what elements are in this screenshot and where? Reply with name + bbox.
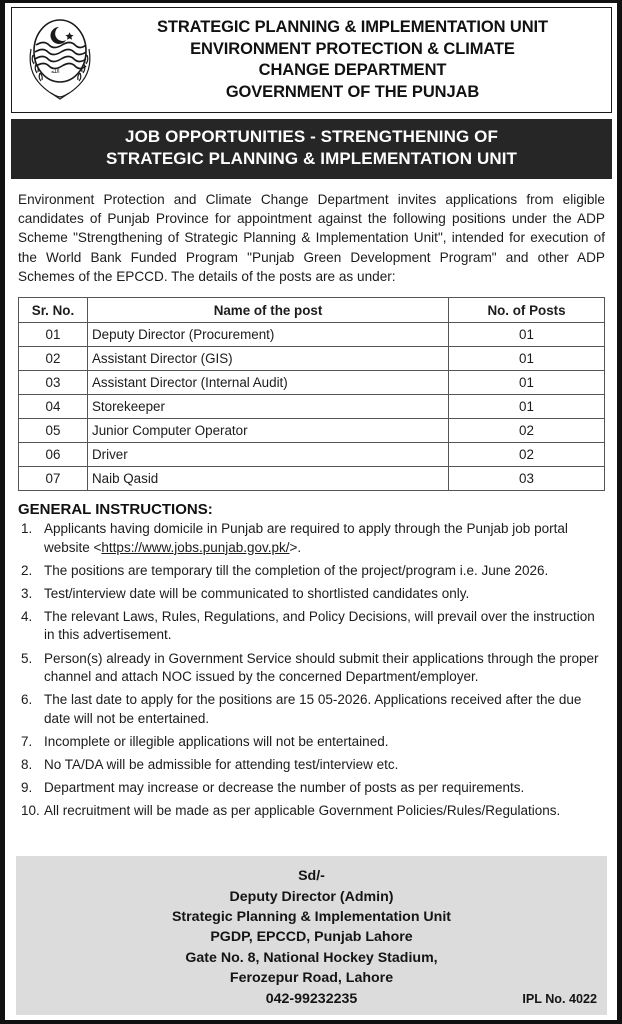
table-row xyxy=(19,443,605,467)
table-header-row xyxy=(19,298,605,323)
cell-sr-no: 01 xyxy=(19,323,88,347)
table-row xyxy=(19,347,605,371)
cell-sr-no: 07 xyxy=(19,467,88,491)
footer-phone-number: 042-99232235 xyxy=(265,990,358,1007)
table-row xyxy=(19,419,605,443)
cell-no-of-posts: 01 xyxy=(449,323,605,347)
header-title-block xyxy=(106,17,605,103)
cell-no-of-posts: 01 xyxy=(449,347,605,371)
instruction-text xyxy=(44,520,605,557)
footer-line-sd: Sd/- xyxy=(298,868,325,885)
general-instructions-list xyxy=(18,520,605,821)
instruction-item xyxy=(18,756,605,775)
footer-last-line xyxy=(26,989,597,1009)
instruction-item xyxy=(18,691,605,728)
column-header-post-name: Name of the post xyxy=(88,298,449,323)
instruction-number: 3. xyxy=(21,585,33,601)
table-row xyxy=(19,395,605,419)
job-opportunities-banner xyxy=(11,119,612,179)
instruction-text: Department may increase or decrease the number of posts as per requirements. xyxy=(44,780,525,796)
instruction-number: 7. xyxy=(21,733,33,749)
footer-line-designation: Deputy Director (Admin) xyxy=(229,888,394,905)
instruction-item xyxy=(18,802,605,821)
header-title-line-1: STRATEGIC PLANNING & IMPLEMENTATION UNIT xyxy=(156,18,549,36)
cell-sr-no: 06 xyxy=(19,443,88,467)
instruction-number: 1. xyxy=(21,521,33,537)
footer-line-address-1: Gate No. 8, National Hockey Stadium, xyxy=(185,949,438,966)
footer-line-unit: Strategic Planning & Implementation Unit xyxy=(171,908,452,925)
signature-footer xyxy=(16,856,607,1015)
cell-sr-no: 03 xyxy=(19,371,88,395)
instruction-number: 8. xyxy=(21,757,33,773)
general-instructions-heading: GENERAL INSTRUCTIONS: xyxy=(18,501,213,519)
instruction-item xyxy=(18,585,605,604)
instruction-text: All recruitment will be made as per applicable Government Policies/Rules/Regulations. xyxy=(44,803,561,819)
posts-table xyxy=(18,297,605,491)
intro-paragraph: Environment Protection and Climate Change Department invites applications from eligible candidates of Punjab Province for appointment against the following positions under the ADP Scheme "Strengthening of Strategic Planning & Implementation Unit", intended for execution of the World Bank Funded Program "Punjab Green Development Program" and other ADP Schemes of the EPCCD. The details of the posts are as under: xyxy=(18,192,605,284)
instruction-text: Person(s) already in Government Service should submit their applications through the proper channel and attach NOC issued by the concerned Department/employer. xyxy=(44,650,599,685)
instruction-text-post: >. xyxy=(289,539,302,555)
instruction-item xyxy=(18,562,605,581)
cell-no-of-posts: 03 xyxy=(449,467,605,491)
document-header xyxy=(11,7,612,113)
ipl-number: IPL No. 4022 xyxy=(522,991,597,1006)
svg-text:الله: الله xyxy=(51,69,60,75)
instruction-text: No TA/DA will be admissible for attending test/interview etc. xyxy=(44,757,399,773)
instruction-number: 4. xyxy=(21,608,33,624)
instruction-text: The relevant Laws, Rules, Regulations, and Policy Decisions, will prevail over the instruction in this advertisement. xyxy=(44,608,595,643)
instruction-text: Incomplete or illegible applications will not be entertained. xyxy=(44,733,389,749)
punjab-jobs-portal-link[interactable]: https://www.jobs.punjab.gov.pk/ xyxy=(101,539,290,555)
instruction-number: 2. xyxy=(21,562,33,578)
banner-line-2: STRATEGIC PLANNING & IMPLEMENTATION UNIT xyxy=(105,149,518,168)
cell-no-of-posts: 01 xyxy=(449,395,605,419)
cell-sr-no: 05 xyxy=(19,419,88,443)
footer-line-address-2: Ferozepur Road, Lahore xyxy=(229,970,394,987)
instruction-item xyxy=(18,733,605,752)
cell-no-of-posts: 02 xyxy=(449,419,605,443)
instruction-item xyxy=(18,779,605,798)
table-row xyxy=(19,467,605,491)
cell-post-name: Naib Qasid xyxy=(88,467,449,491)
banner-line-1: JOB OPPORTUNITIES - STRENGTHENING OF xyxy=(125,127,498,146)
instruction-item xyxy=(18,650,605,687)
cell-post-name: Storekeeper xyxy=(88,395,449,419)
cell-post-name: Driver xyxy=(88,443,449,467)
cell-post-name: Deputy Director (Procurement) xyxy=(88,323,449,347)
punjab-government-emblem-icon xyxy=(14,15,106,105)
cell-post-name: Junior Computer Operator xyxy=(88,419,449,443)
footer-line-office: PGDP, EPCCD, Punjab Lahore xyxy=(210,929,413,946)
cell-no-of-posts: 01 xyxy=(449,371,605,395)
instruction-item xyxy=(18,608,605,645)
cell-sr-no: 04 xyxy=(19,395,88,419)
column-header-sr-no: Sr. No. xyxy=(19,298,88,323)
cell-post-name: Assistant Director (Internal Audit) xyxy=(88,371,449,395)
instruction-text: The last date to apply for the positions are 15 05-2026. Applications received after the due date will not be entertained. xyxy=(44,692,582,726)
table-row xyxy=(19,371,605,395)
instruction-number: 6. xyxy=(21,692,33,708)
header-title-line-3: CHANGE DEPARTMENT xyxy=(258,61,447,79)
instruction-item xyxy=(18,520,605,557)
cell-sr-no: 02 xyxy=(19,347,88,371)
instruction-text-pre: Applicants having domicile in Punjab are required to apply through the Punjab job portal website < xyxy=(44,521,568,555)
header-title-line-2: ENVIRONMENT PROTECTION & CLIMATE xyxy=(190,39,515,58)
instruction-number: 10. xyxy=(21,803,40,819)
instruction-number: 9. xyxy=(21,780,33,796)
page-inner xyxy=(5,3,617,1020)
column-header-no-of-posts: No. of Posts xyxy=(449,298,605,323)
instruction-number: 5. xyxy=(21,650,33,666)
instruction-text: The positions are temporary till the completion of the project/program i.e. June 2026. xyxy=(44,562,549,578)
cell-post-name: Assistant Director (GIS) xyxy=(88,347,449,371)
instruction-text: Test/interview date will be communicated to shortlisted candidates only. xyxy=(44,585,470,601)
header-title-line-4: GOVERNMENT OF THE PUNJAB xyxy=(225,82,480,101)
cell-no-of-posts: 02 xyxy=(449,443,605,467)
table-row xyxy=(19,323,605,347)
